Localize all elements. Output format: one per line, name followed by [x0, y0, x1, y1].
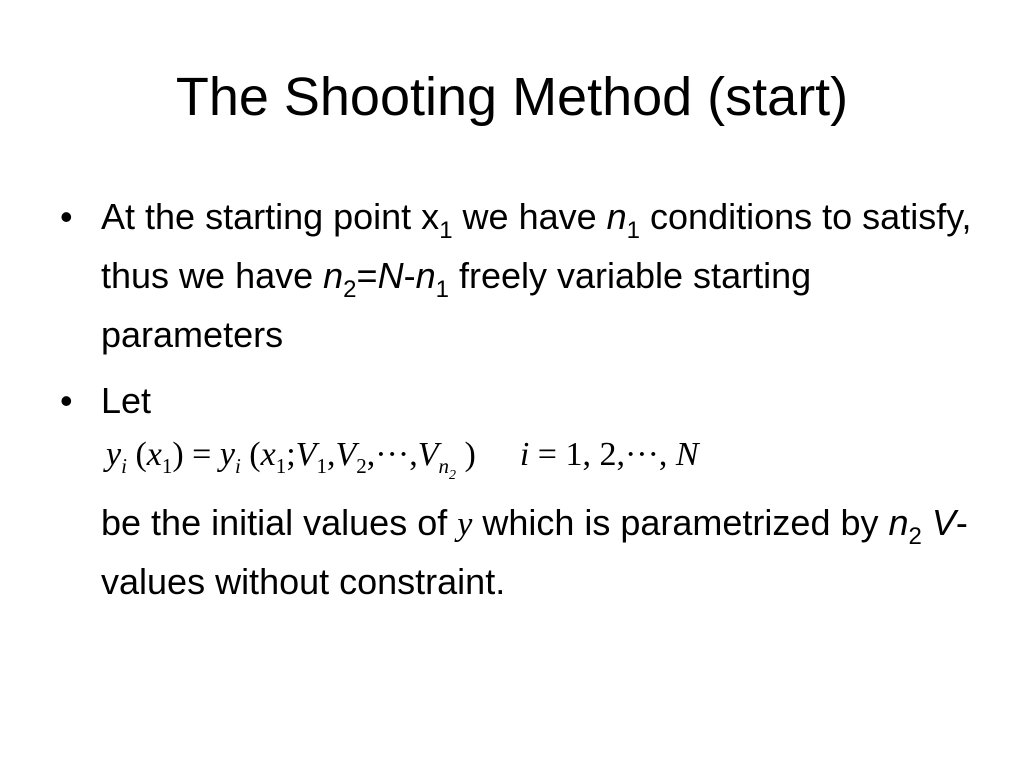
formula-sub-1: 1 — [161, 454, 173, 478]
bullet2-continuation — [101, 496, 981, 609]
variable-n: n — [323, 255, 344, 296]
variable-y: y — [457, 506, 473, 543]
formula-sub-2: 2 — [448, 468, 456, 483]
continuation-space — [922, 502, 932, 543]
bullet-item-starting-point — [0, 190, 981, 362]
slide-title: The Shooting Method (start) — [175, 67, 849, 127]
subscript: 1 — [439, 217, 453, 244]
formula-paren: ( — [126, 436, 147, 473]
formula-ellipsis: ,···, — [366, 436, 418, 473]
bullet-list — [0, 190, 1024, 428]
formula-x: x — [260, 436, 276, 473]
variable-V: V — [931, 502, 956, 543]
formula-paren: ( — [240, 436, 261, 473]
subscript: 1 — [435, 276, 449, 303]
formula-y: y — [106, 436, 122, 473]
formula-N: N — [675, 436, 699, 473]
formula-sub-i: i — [121, 454, 127, 478]
formula-x: x — [146, 436, 162, 473]
formula-V: V — [417, 436, 439, 473]
formula-semicolon: ; — [286, 436, 296, 473]
variable-n: n — [606, 196, 627, 237]
formula-sub-1: 1 — [316, 454, 327, 478]
formula-paren: ) — [455, 436, 476, 473]
continuation-text-1: be the initial values of — [101, 502, 458, 543]
subscript: 2 — [908, 523, 922, 550]
bullet-marker: • — [60, 196, 73, 237]
formula-i: i — [519, 436, 530, 473]
formula-sub-1: 1 — [275, 454, 287, 478]
bullet1-text-1: At the starting point x — [101, 196, 440, 237]
formula-V: V — [295, 436, 317, 473]
variable-N: N — [377, 255, 404, 296]
minus-sign: - — [403, 255, 416, 296]
formula-sub-n2 — [438, 454, 456, 483]
formula-sub-i: i — [234, 454, 241, 478]
formula-range: = 1, 2,···, — [529, 436, 676, 473]
bullet-item-let — [0, 374, 981, 428]
bullet1-text-2: we have — [452, 196, 607, 237]
formula-sub-n: n — [438, 454, 449, 478]
bullet1-text-4: freely variable starting parameters — [101, 255, 812, 355]
formula-comma: , — [326, 436, 336, 473]
bullet-marker: • — [60, 380, 73, 421]
continuation-text-3: -values without constraint. — [101, 502, 968, 602]
bullet1-text-3: conditions to satisfy, thus we have — [101, 196, 972, 296]
formula-V: V — [335, 436, 357, 473]
continuation-text-2: which is parametrized by — [472, 502, 889, 543]
subscript: 1 — [626, 217, 641, 244]
bullet2-text: Let — [101, 380, 152, 421]
formula-y: y — [219, 436, 235, 473]
variable-n: n — [888, 502, 909, 543]
formula-sub-2: 2 — [356, 454, 367, 478]
initial-value-formula — [106, 430, 699, 487]
variable-n: n — [415, 255, 436, 296]
equals-sign: = — [356, 255, 378, 296]
formula-equals: ) = — [172, 436, 220, 473]
subscript: 2 — [343, 276, 357, 303]
